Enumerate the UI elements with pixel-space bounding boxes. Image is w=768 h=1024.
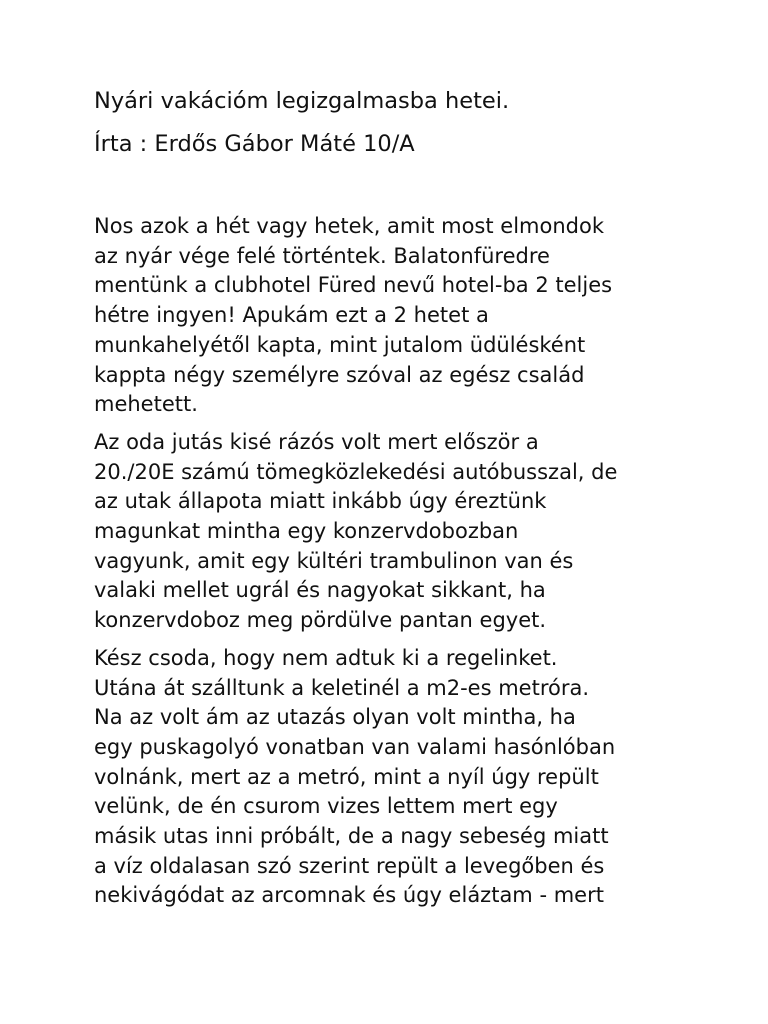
text-line: kappta négy személyre szóval az egész család: [94, 362, 585, 387]
document-title: Nyári vakációm legizgalmasba hetei.: [94, 88, 510, 114]
paragraph-3: [94, 644, 694, 911]
text-line: a víz oldalasan szó szerint repült a levegőben és: [94, 853, 605, 878]
text-line: konzervdoboz meg pördülve pantan egyet.: [94, 608, 547, 633]
text-line: magunkat mintha egy konzervdobozban: [94, 519, 519, 544]
text-line: vagyunk, amit egy kültéri trambulinon van és: [94, 548, 574, 573]
text-line: munkahelyétől kapta, mint jutalom üdülésként: [94, 332, 586, 357]
text-line: 20./20E számú tömegközlekedési autóbusszal, de: [94, 459, 618, 484]
body-text: [94, 212, 694, 919]
text-line: Nos azok a hét vagy hetek, amit most elmondok: [94, 214, 604, 238]
paragraph-2: [94, 428, 694, 636]
text-line: mehetett.: [94, 392, 198, 417]
text-line: valaki mellet ugrál és nagyokat sikkant, ha: [94, 578, 546, 603]
text-line: hétre ingyen! Apukám ezt a 2 hetet a: [94, 303, 489, 328]
text-line: Na az volt ám az utazás olyan volt mintha, ha: [94, 705, 576, 730]
text-line: az nyár vége felé történtek. Balatonfüredre: [94, 243, 550, 268]
paragraph-1: [94, 212, 694, 420]
text-line: nekivágódat az arcomnak és úgy eláztam - mert: [94, 883, 604, 908]
text-line: egy puskagolyó vonatban van valami hasónlóban: [94, 734, 616, 759]
text-line: másik utas inni próbált, de a nagy sebeség miatt: [94, 824, 609, 849]
text-line: mentünk a clubhotel Füred nevű hotel-ba 2 teljes: [94, 273, 613, 298]
text-line: az utak állapota miatt inkább úgy éreztünk: [94, 489, 547, 514]
text-line: Kész csoda, hogy nem adtuk ki a regelinket.: [94, 645, 558, 670]
text-line: volnánk, mert az a metró, mint a nyíl úgy repült: [94, 764, 599, 789]
text-line: Az oda jutás kisé rázós volt mert először a: [94, 429, 539, 454]
author-line: Írta : Erdős Gábor Máté 10/A: [94, 131, 415, 157]
text-line: velünk, de én csurom vizes lettem mert egy: [94, 794, 558, 819]
text-line: Utána át szálltunk a keletinél a m2-es metróra.: [94, 675, 590, 700]
